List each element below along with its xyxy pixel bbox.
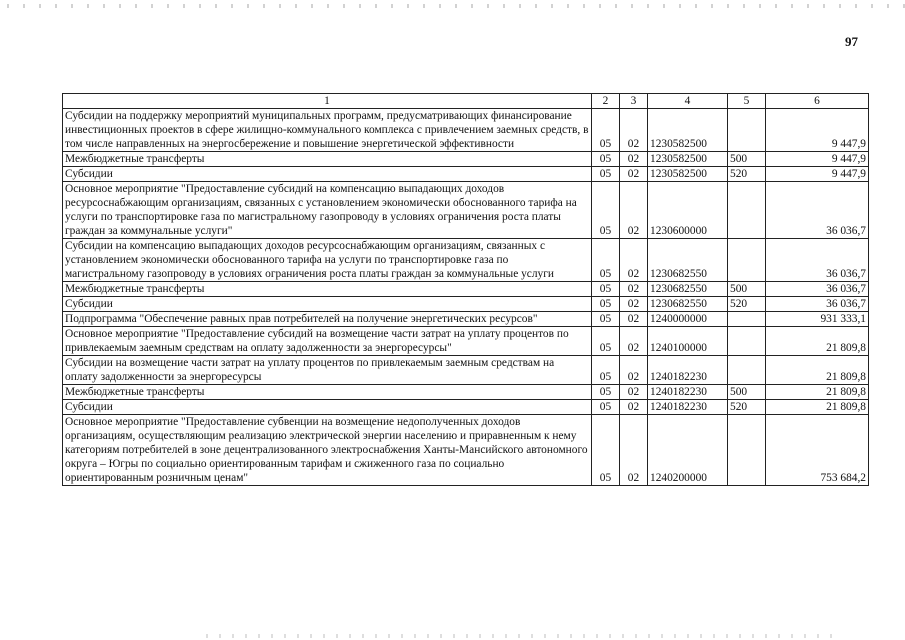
- expense-type-cell: [728, 356, 766, 385]
- amount-cell: 9 447,9: [766, 152, 869, 167]
- subsection-code-cell: 02: [620, 282, 648, 297]
- section-code-cell: 05: [592, 297, 620, 312]
- item-name-cell: Субсидии: [63, 400, 592, 415]
- subsection-code-cell: 02: [620, 182, 648, 239]
- section-code-cell: 05: [592, 327, 620, 356]
- table-row: [63, 109, 869, 152]
- target-article-cell: 1230682550: [648, 239, 728, 282]
- target-article-cell: 1240182230: [648, 400, 728, 415]
- expense-type-cell: [728, 327, 766, 356]
- subsection-code-cell: 02: [620, 385, 648, 400]
- header-cell-5: 5: [728, 94, 766, 109]
- item-name-cell: Субсидии: [63, 297, 592, 312]
- table-row: [63, 152, 869, 167]
- subsection-code-cell: 02: [620, 239, 648, 282]
- table-row: [63, 167, 869, 182]
- amount-cell: 753 684,2: [766, 415, 869, 486]
- item-name-cell: Межбюджетные трансферты: [63, 282, 592, 297]
- item-name-cell: Межбюджетные трансферты: [63, 385, 592, 400]
- section-code-cell: 05: [592, 152, 620, 167]
- scan-artifact-top: [0, 4, 905, 8]
- expense-type-cell: [728, 182, 766, 239]
- table-row: [63, 312, 869, 327]
- subsection-code-cell: 02: [620, 152, 648, 167]
- amount-cell: 36 036,7: [766, 297, 869, 312]
- target-article-cell: 1240000000: [648, 312, 728, 327]
- item-name-cell: Субсидии на возмещение части затрат на уплату процентов по привлекаемым заемным средствам на оплату задолженности за энергоресурсы: [63, 356, 592, 385]
- section-code-cell: 05: [592, 385, 620, 400]
- table-row: [63, 239, 869, 282]
- expense-type-cell: [728, 312, 766, 327]
- amount-cell: 931 333,1: [766, 312, 869, 327]
- subsection-code-cell: 02: [620, 167, 648, 182]
- table-row: [63, 385, 869, 400]
- subsection-code-cell: 02: [620, 327, 648, 356]
- target-article-cell: 1230682550: [648, 282, 728, 297]
- table-row: [63, 297, 869, 312]
- section-code-cell: 05: [592, 356, 620, 385]
- expense-type-cell: [728, 239, 766, 282]
- expense-type-cell: 520: [728, 167, 766, 182]
- target-article-cell: 1230600000: [648, 182, 728, 239]
- expense-type-cell: [728, 415, 766, 486]
- expense-type-cell: 520: [728, 400, 766, 415]
- section-code-cell: 05: [592, 239, 620, 282]
- amount-cell: 36 036,7: [766, 282, 869, 297]
- table-row: [63, 327, 869, 356]
- target-article-cell: 1230682550: [648, 297, 728, 312]
- target-article-cell: 1230582500: [648, 152, 728, 167]
- table-row: [63, 282, 869, 297]
- section-code-cell: 05: [592, 282, 620, 297]
- item-name-cell: Межбюджетные трансферты: [63, 152, 592, 167]
- expense-type-cell: 500: [728, 385, 766, 400]
- table-row: [63, 400, 869, 415]
- subsection-code-cell: 02: [620, 297, 648, 312]
- subsection-code-cell: 02: [620, 109, 648, 152]
- target-article-cell: 1240182230: [648, 356, 728, 385]
- header-cell-6: 6: [766, 94, 869, 109]
- section-code-cell: 05: [592, 182, 620, 239]
- subsection-code-cell: 02: [620, 312, 648, 327]
- item-name-cell: Субсидии на компенсацию выпадающих доходов ресурсоснабжающим организациям, связанных с установлением экономически обоснованного тарифа на услуги по транспортировке газа по магистральному газопроводу в условиях ограничения роста платы граждан за коммунальные услуги: [63, 239, 592, 282]
- header-cell-2: 2: [592, 94, 620, 109]
- item-name-cell: Субсидии на поддержку мероприятий муниципальных программ, предусматривающих финансирование инвестиционных проектов в сфере жилищно-коммунального комплекса с привлечением заемных средств, в том числе направленных на энергосбережение и повышение энергетической эффективности: [63, 109, 592, 152]
- amount-cell: 36 036,7: [766, 182, 869, 239]
- item-name-cell: Основное мероприятие "Предоставление субсидий на компенсацию выпадающих доходов ресурсоснабжающим организациям, связанных с установлением экономически обоснованного тарифа на услуги по транспортировке газа по магистральному газопроводу в условиях ограничения роста платы граждан за коммунальные услуги": [63, 182, 592, 239]
- amount-cell: 21 809,8: [766, 385, 869, 400]
- scan-artifact-bottom: [200, 634, 840, 638]
- section-code-cell: 05: [592, 400, 620, 415]
- target-article-cell: 1230582500: [648, 167, 728, 182]
- amount-cell: 36 036,7: [766, 239, 869, 282]
- header-cell-3: 3: [620, 94, 648, 109]
- section-code-cell: 05: [592, 312, 620, 327]
- section-code-cell: 05: [592, 415, 620, 486]
- subsection-code-cell: 02: [620, 356, 648, 385]
- table-header-row: [63, 94, 869, 109]
- item-name-cell: Субсидии: [63, 167, 592, 182]
- item-name-cell: Основное мероприятие "Предоставление субсидий на возмещение части затрат на уплату процентов по привлекаемым заемным средствам на оплату задолженности за энергоресурсы": [63, 327, 592, 356]
- target-article-cell: 1240100000: [648, 327, 728, 356]
- item-name-cell: Основное мероприятие "Предоставление субвенции на возмещение недополученных доходов организациям, осуществляющим реализацию электрической энергии населению и приравненным к нему категориям потребителей в зоне децентрализованного электроснабжения Ханты-Мансийского автономного округа – Югры по социально ориентированным тарифам и сжиженного газа по социально ориентированным розничным ценам": [63, 415, 592, 486]
- expense-type-cell: 520: [728, 297, 766, 312]
- item-name-cell: Подпрограмма "Обеспечение равных прав потребителей на получение энергетических ресурсов": [63, 312, 592, 327]
- header-cell-1: 1: [63, 94, 592, 109]
- amount-cell: 9 447,9: [766, 109, 869, 152]
- amount-cell: 9 447,9: [766, 167, 869, 182]
- section-code-cell: 05: [592, 109, 620, 152]
- budget-table: [62, 93, 869, 486]
- amount-cell: 21 809,8: [766, 327, 869, 356]
- expense-type-cell: [728, 109, 766, 152]
- table-row: [63, 356, 869, 385]
- amount-cell: 21 809,8: [766, 356, 869, 385]
- target-article-cell: 1230582500: [648, 109, 728, 152]
- target-article-cell: 1240182230: [648, 385, 728, 400]
- header-cell-4: 4: [648, 94, 728, 109]
- section-code-cell: 05: [592, 167, 620, 182]
- table-row: [63, 415, 869, 486]
- subsection-code-cell: 02: [620, 400, 648, 415]
- target-article-cell: 1240200000: [648, 415, 728, 486]
- table-row: [63, 182, 869, 239]
- expense-type-cell: 500: [728, 152, 766, 167]
- expense-type-cell: 500: [728, 282, 766, 297]
- page-number: 97: [845, 34, 858, 49]
- amount-cell: 21 809,8: [766, 400, 869, 415]
- subsection-code-cell: 02: [620, 415, 648, 486]
